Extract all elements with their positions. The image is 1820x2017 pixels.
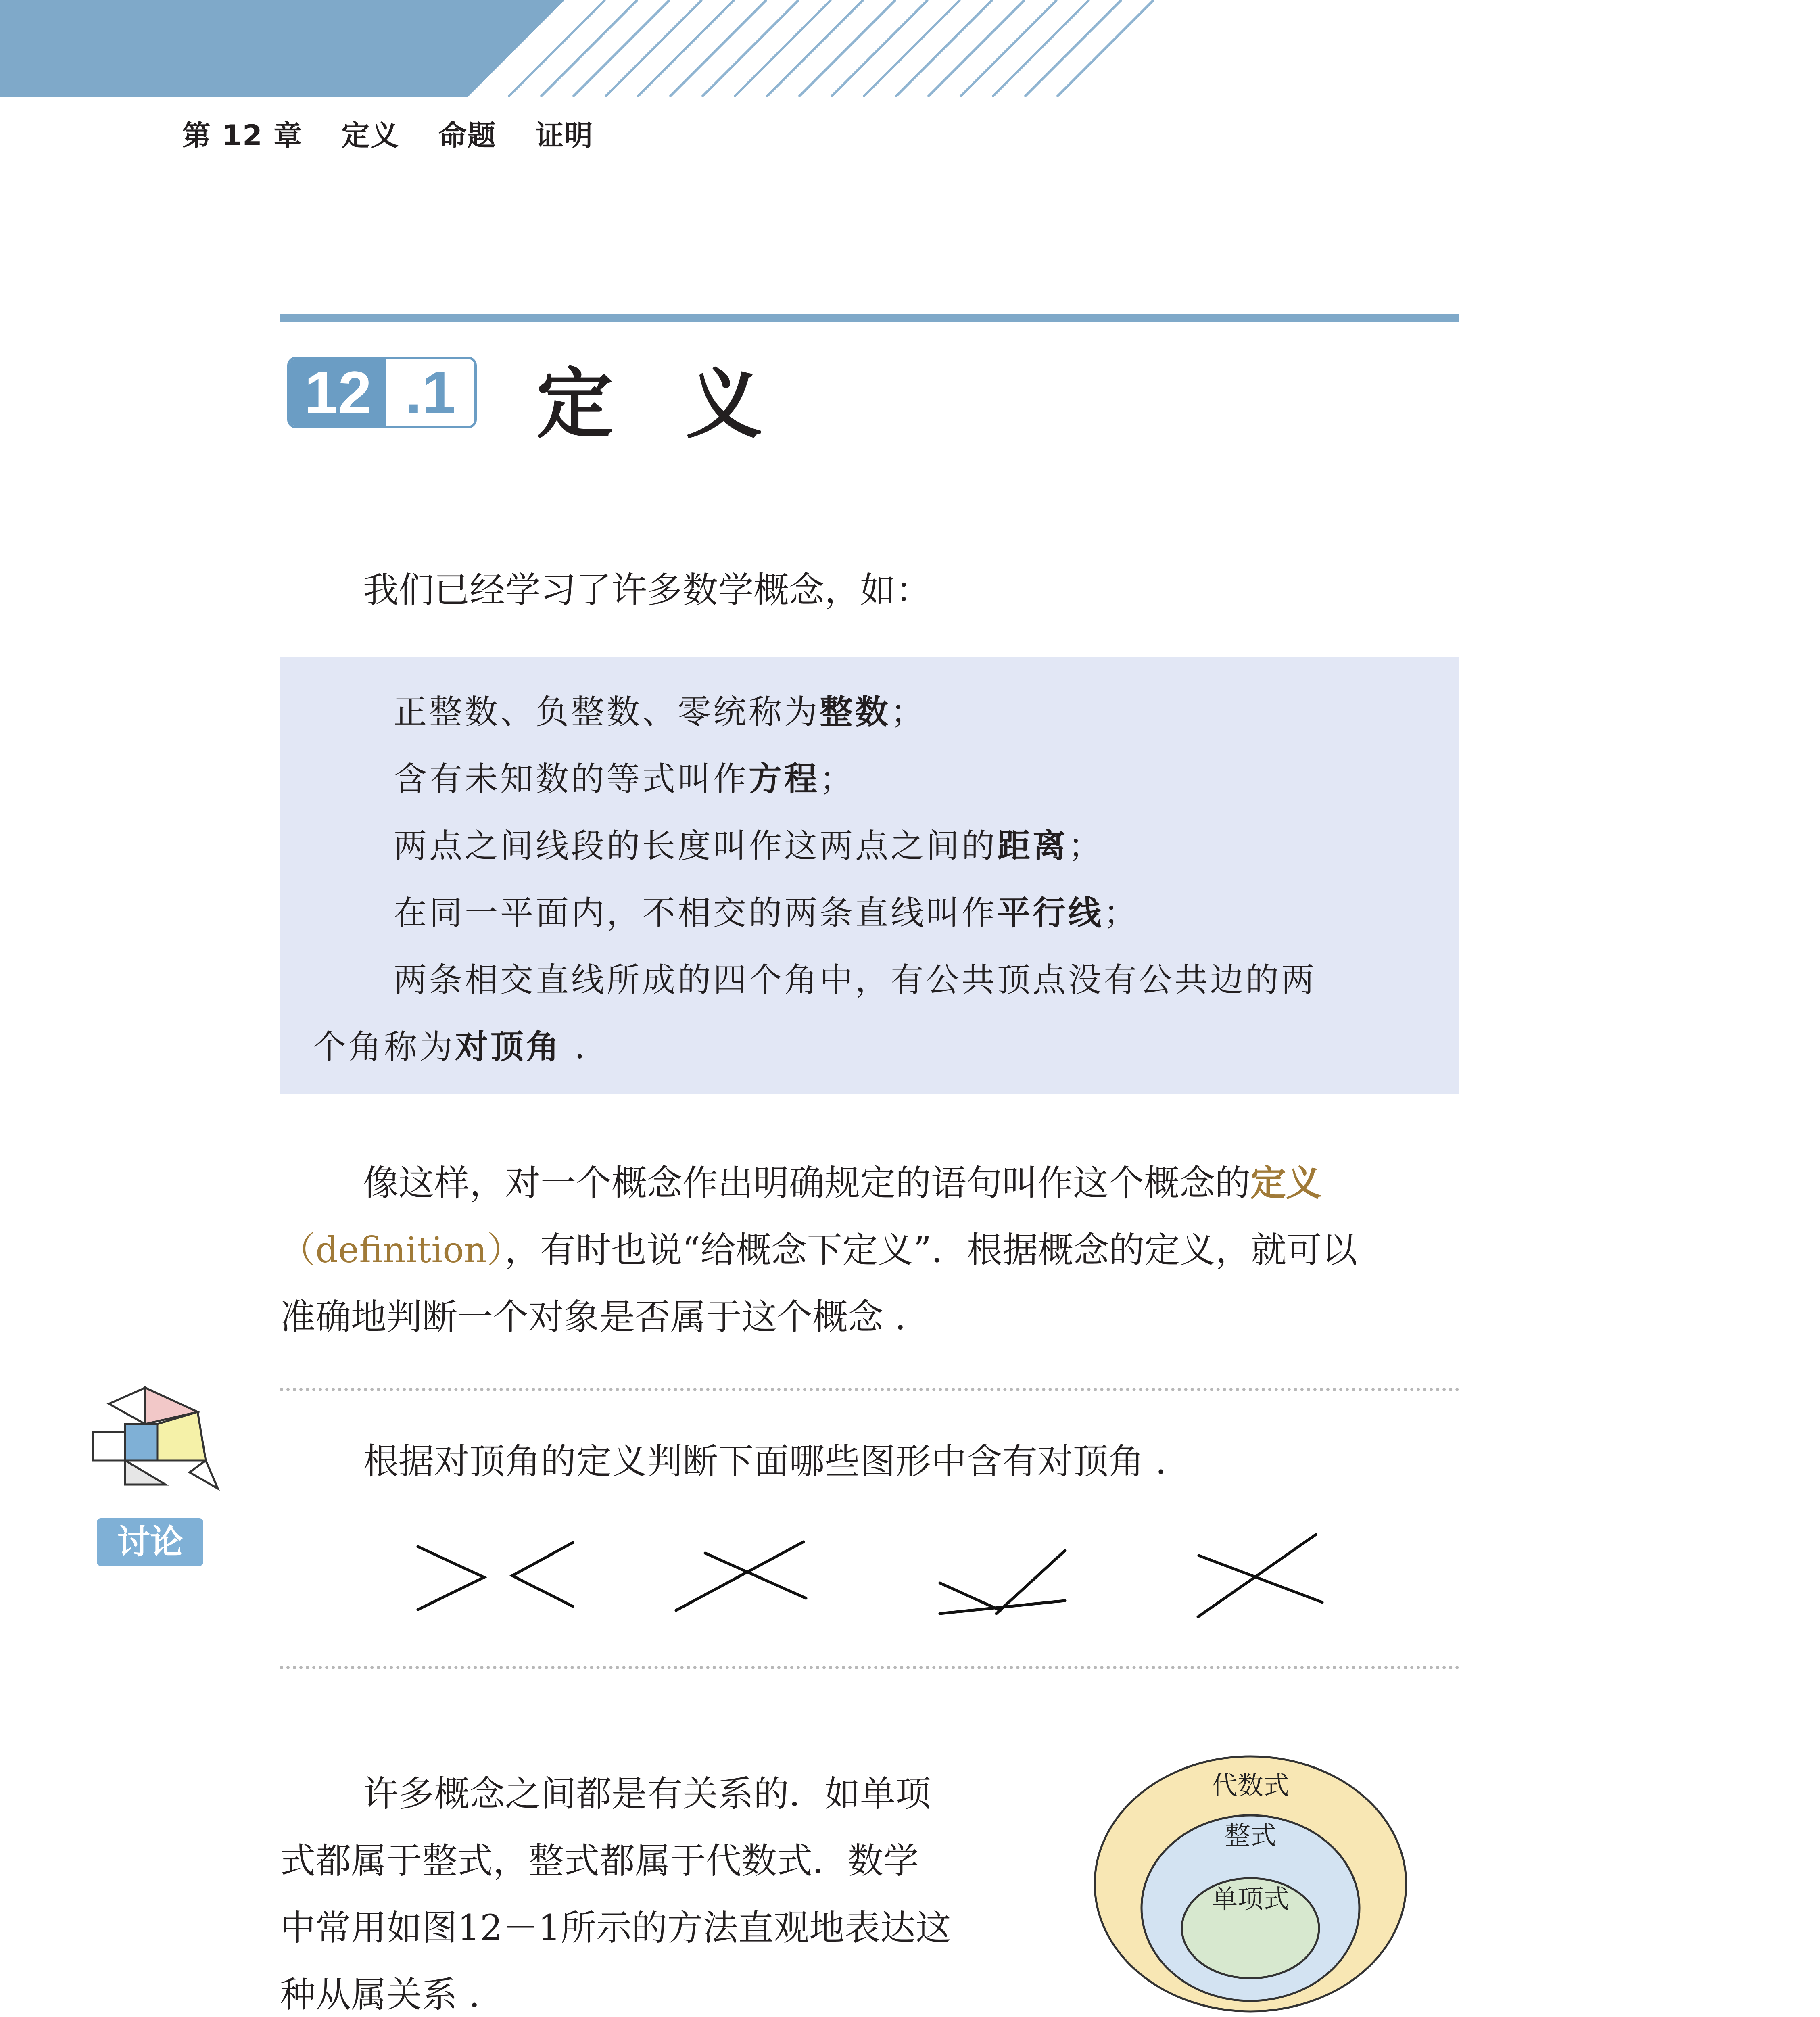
section-number-badge: [287, 357, 477, 428]
dotted-divider-bottom: [280, 1666, 1459, 1669]
chapter-topic-proof: 证明: [535, 119, 594, 152]
section-number-major: 12: [290, 359, 386, 426]
term-integer: 整数: [820, 693, 891, 731]
term-definition: 定义: [1250, 1162, 1322, 1204]
definition-integer: 正整数、负整数、零统称为整数；: [394, 693, 927, 731]
term-parallel: 平行线: [997, 894, 1104, 932]
angle-figure-2: [676, 1542, 806, 1610]
set-inclusion-diagram: [1089, 1751, 1412, 2017]
outer-set-label: 代数式: [1212, 1771, 1289, 1801]
definition-para-line3: 准确地判断一个对象是否属于这个概念 .: [280, 1296, 906, 1338]
relation-line-2: 式都属于整式，整式都属于代数式．数学: [280, 1840, 919, 1881]
angle-figure-4: [1198, 1535, 1322, 1617]
definition-distance: 两点之间线段的长度叫作这两点之间的距离；: [394, 827, 1104, 865]
section-number-minor: .1: [405, 359, 456, 426]
relation-line-4: 种从属关系 .: [280, 1974, 480, 2015]
term-definition-english: （definition）: [280, 1229, 505, 1271]
chapter-topic-proposition: 命题: [438, 119, 497, 152]
chapter-header: [182, 113, 622, 154]
discussion-icon: [85, 1380, 222, 1501]
intro-text: 我们已经学习了许多数学概念，如：: [363, 569, 931, 611]
discussion-question: 根据对顶角的定义判断下面哪些图形中含有对顶角 .: [363, 1441, 1167, 1482]
definition-vertical-angles-line2: 个角称为对顶角 .: [313, 1028, 588, 1066]
discussion-tag: 讨论: [97, 1518, 203, 1566]
dotted-divider-top: [280, 1388, 1459, 1391]
top-banner: [0, 0, 1820, 97]
chapter-number: 第 12 章: [182, 119, 303, 152]
section-rule: [280, 314, 1459, 322]
definition-vertical-angles-line1: 两条相交直线所成的四个角中，有公共顶点没有公共边的两: [394, 961, 1317, 999]
definition-para-line1: 像这样，对一个概念作出明确规定的语句叫作这个概念的定义: [363, 1162, 1322, 1204]
angle-figure-1: [418, 1543, 573, 1610]
term-vertical-angles: 对顶角: [455, 1028, 562, 1066]
definition-equation: 含有未知数的等式叫作方程；: [394, 760, 856, 798]
term-equation: 方程: [749, 760, 820, 798]
relation-line-1: 许多概念之间都是有关系的．如单项: [363, 1773, 931, 1814]
middle-set-label: 整式: [1225, 1821, 1276, 1851]
chapter-topic-definition: 定义: [341, 119, 400, 152]
term-distance: 距离: [997, 827, 1069, 865]
inner-set-label: 单项式: [1212, 1885, 1289, 1915]
relation-line-3: 中常用如图12－1所示的方法直观地表达这: [280, 1907, 951, 1948]
definition-parallel: 在同一平面内，不相交的两条直线叫作平行线；: [394, 894, 1140, 932]
angle-figures: [403, 1517, 1355, 1638]
section-title: 定义: [536, 360, 835, 449]
angle-figure-3: [940, 1551, 1065, 1614]
definition-para-line2: （definition），有时也说“给概念下定义”．根据概念的定义，就可以: [280, 1229, 1358, 1271]
